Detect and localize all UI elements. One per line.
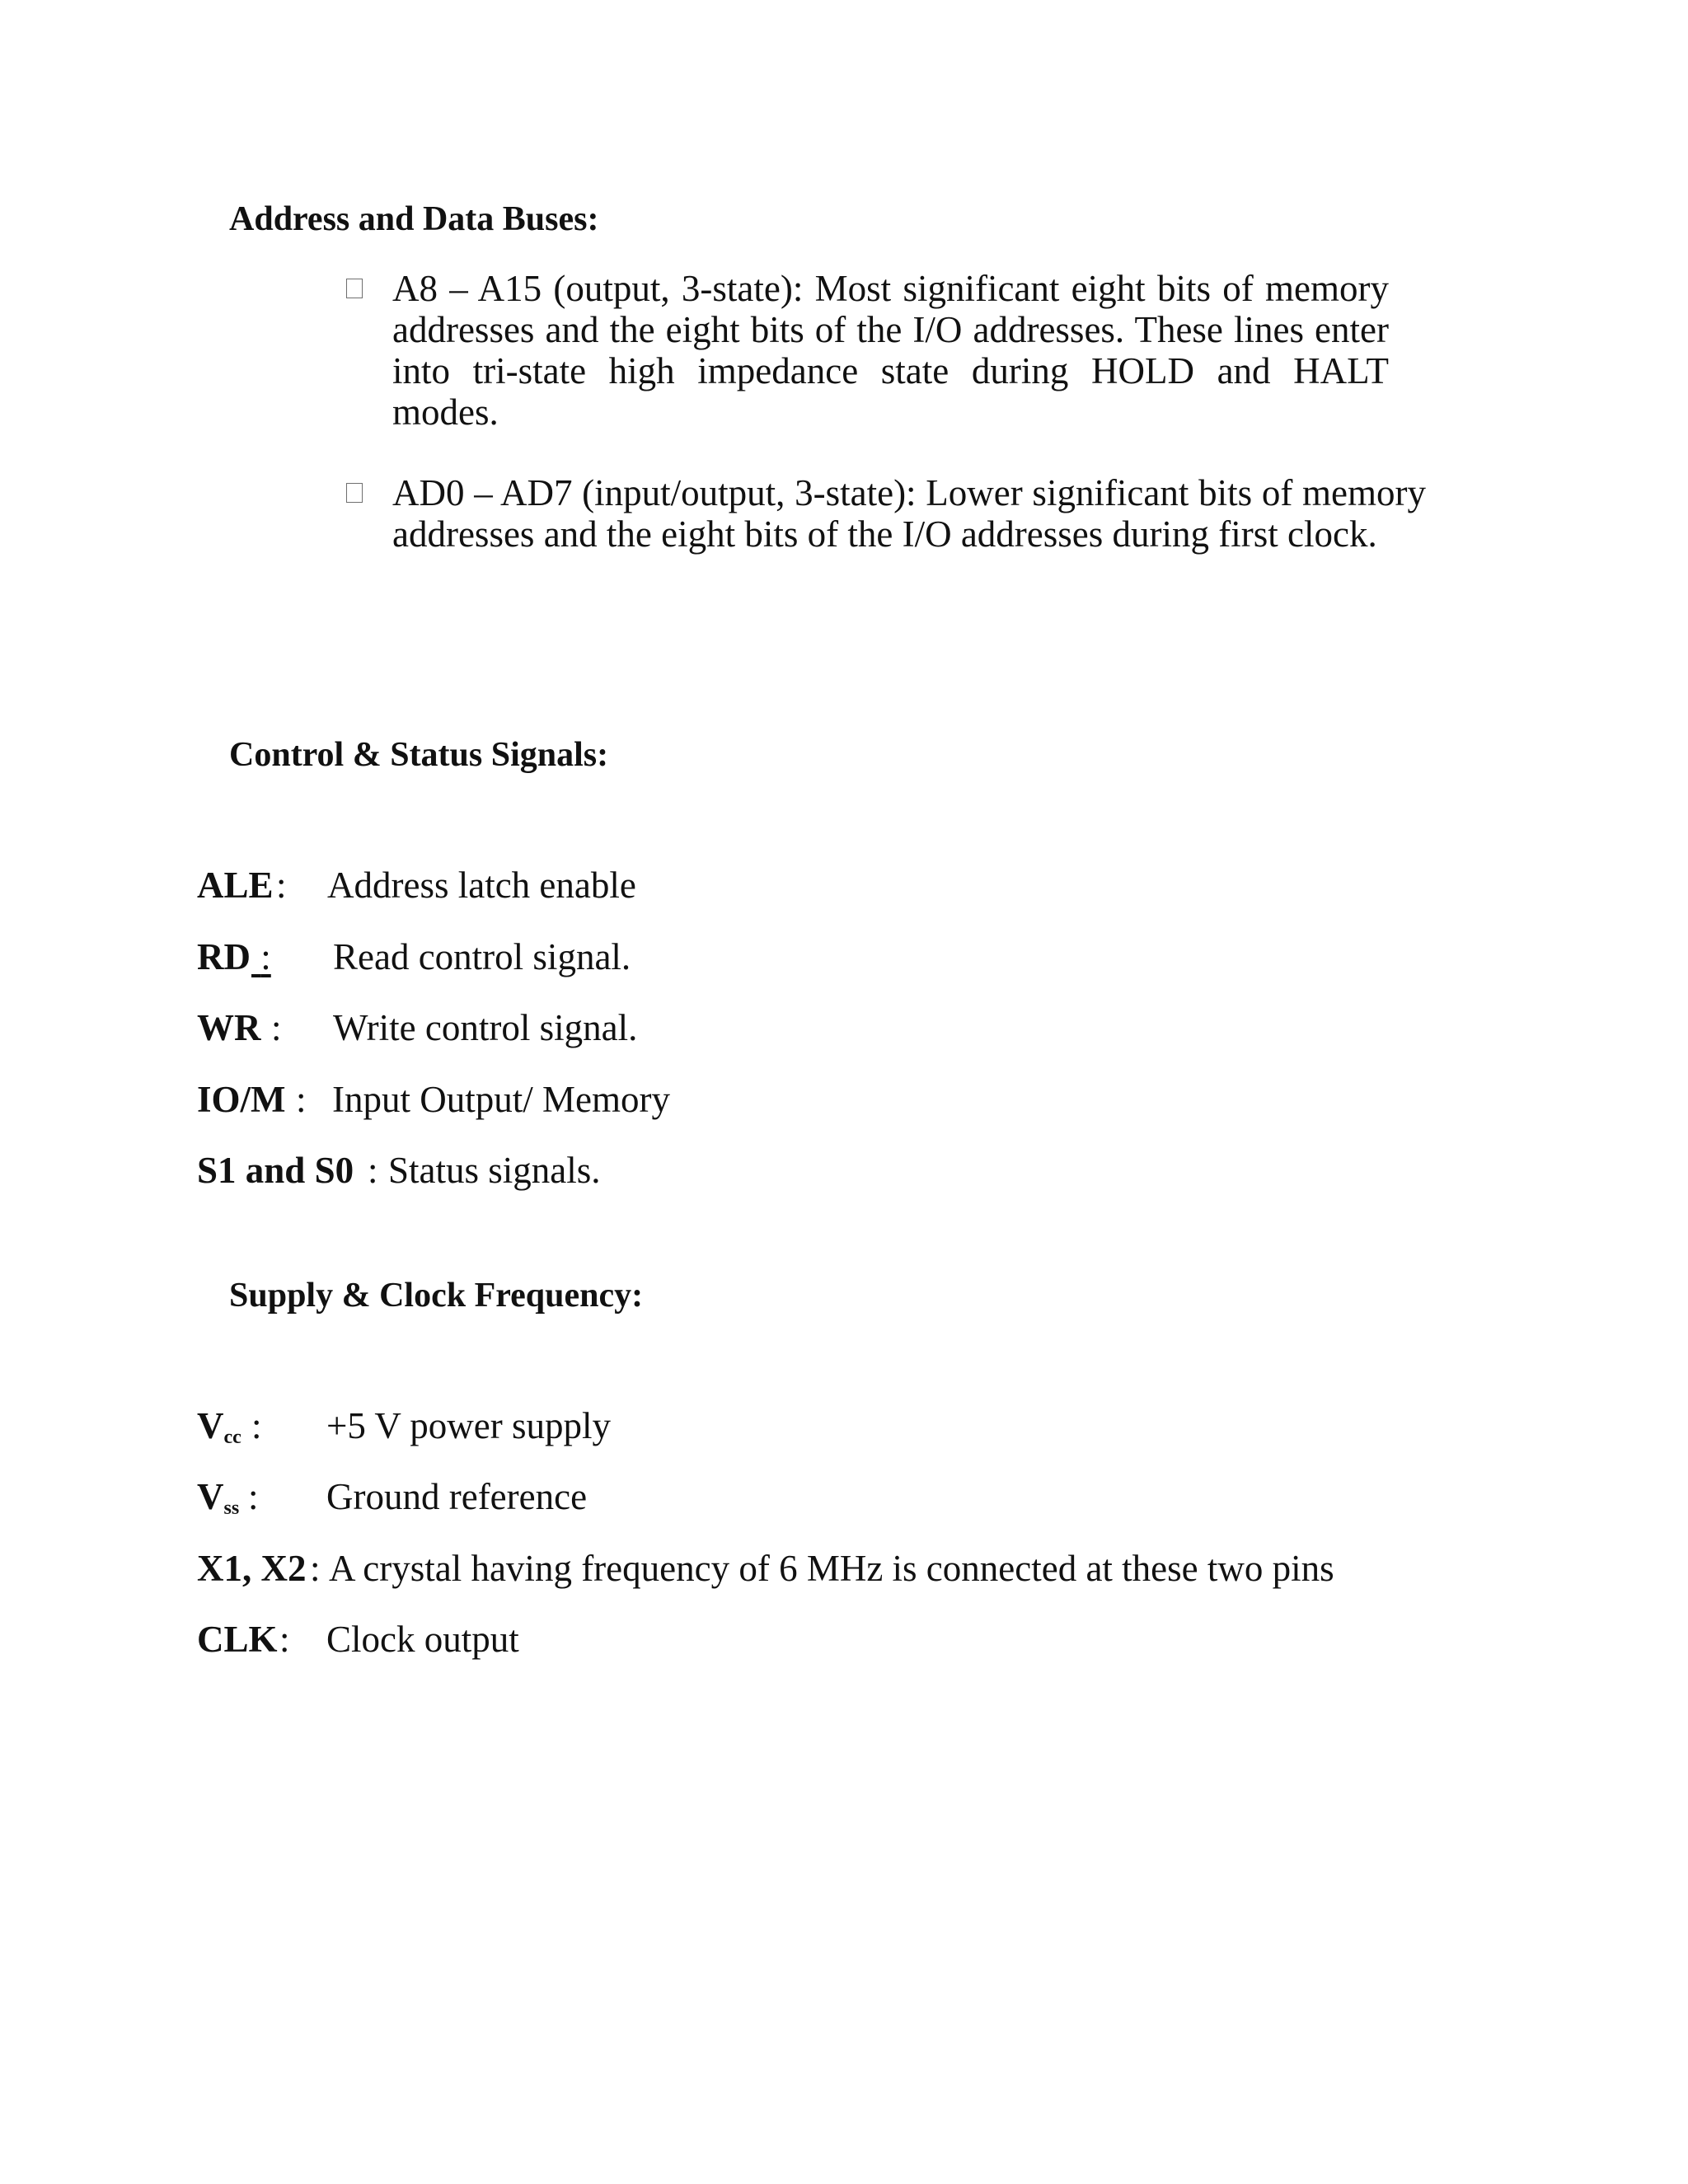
- signal-description: Status signals.: [388, 1150, 601, 1191]
- pin-description: Clock output: [326, 1619, 519, 1660]
- supply-clock-heading: Supply & Clock Frequency:: [229, 1277, 644, 1315]
- bullet-ad0-ad7-text: AD0 – AD7 (input/output, 3-state): Lower significant bits of memory addresses and the eight bits of the I/O addresses during first clock.: [392, 472, 1426, 555]
- signal-term: ALE: [197, 865, 274, 906]
- signal-description: Read control signal.: [333, 936, 631, 977]
- signal-term: IO/M: [197, 1079, 286, 1120]
- pin-colon: :: [310, 1548, 321, 1589]
- pin-description: +5 V power supply: [326, 1405, 611, 1446]
- signal-term: RD: [197, 936, 251, 977]
- pin-colon: :: [279, 1619, 290, 1660]
- bullet-a8-a15: [346, 268, 1389, 433]
- pin-term: CLK: [197, 1619, 278, 1660]
- bullet-a8-a15-text: A8 – A15 (output, 3-state): Most significant eight bits of memory addresses and the eight bits of the I/O addresses. These lines enter into tri-state high impedance state during HOLD and HALT modes.: [392, 268, 1389, 433]
- signal-colon: :: [260, 936, 271, 977]
- bullet-box-icon: [346, 483, 363, 503]
- pin-description: A crystal having frequency of 6 MHz is connected at these two pins: [329, 1548, 1334, 1589]
- pin-term: $V_{cc}$: [197, 1405, 241, 1448]
- signal-colon: :: [276, 865, 287, 906]
- bullet-ad0-ad7: [346, 472, 1426, 555]
- bullet-box-icon: [346, 279, 363, 298]
- pin-colon: :: [251, 1405, 262, 1446]
- signal-description: Input Output/ Memory: [332, 1079, 670, 1120]
- pin-term: $V_{ss}$: [197, 1476, 240, 1519]
- signal-description: Address latch enable: [327, 865, 636, 906]
- signal-term: WR: [197, 1007, 261, 1048]
- signal-colon: :: [368, 1150, 378, 1191]
- signal-term: S1 and S0: [197, 1150, 354, 1191]
- signal-description: Write control signal.: [333, 1007, 638, 1048]
- pin-colon: :: [248, 1476, 259, 1517]
- pin-description: Ground reference: [326, 1476, 588, 1517]
- address-data-buses-heading: Address and Data Buses:: [229, 200, 599, 238]
- pin-term: X1, X2: [197, 1548, 307, 1589]
- control-status-heading: Control & Status Signals:: [229, 736, 609, 774]
- signal-colon: :: [271, 1007, 282, 1048]
- signal-colon: :: [296, 1079, 307, 1120]
